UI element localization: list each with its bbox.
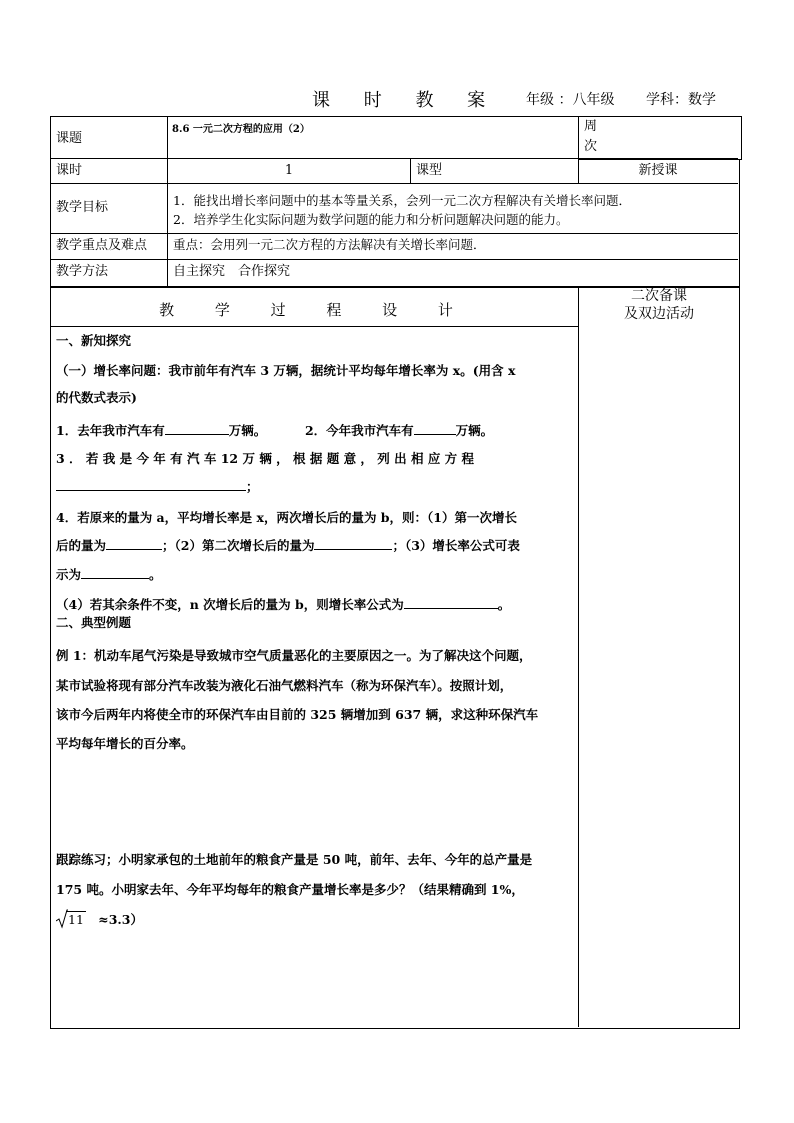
sqrt-sign-icon: [56, 909, 68, 929]
topic-label: 课题: [56, 131, 83, 146]
period-value: 1: [284, 163, 294, 178]
type-label: 课型: [416, 163, 443, 178]
topic-value: 8.6 一元二次方程的应用（2）: [172, 124, 310, 135]
period-label: 课时: [56, 163, 83, 178]
subject-label: 学科：数学: [646, 92, 716, 108]
q1-text: 1．去年我市汽车有: [56, 423, 165, 438]
week-char-1: 周: [584, 119, 598, 134]
example-1-line-2: 某市试验将现有部分汽车改装为液化石油气燃料汽车（称为环保汽车）。按照计划，: [56, 678, 513, 693]
q4-text-c: ；（3）增长率公式可表: [392, 538, 520, 553]
key-label: 教学重点及难点: [56, 238, 148, 253]
goal-2: 2．培养学生化实际问题为数学问题的能力和分析问题解决问题的能力。: [173, 212, 569, 227]
section-2-heading: 二、典型例题: [56, 615, 132, 630]
question-5: [56, 596, 574, 614]
side-column-title: [580, 287, 738, 323]
question-1-2: [56, 422, 574, 440]
sqrt-expression: [56, 911, 86, 929]
question-4-line-1: 4．若原来的量为 a，平均增长率是 x，两次增长后的量为 b，则：（1）第一次增长: [56, 510, 517, 525]
method-value: 自主探究 合作探究: [173, 264, 291, 279]
answer-blank[interactable]: [404, 596, 498, 609]
question-4-line-2: [56, 537, 574, 555]
key-value: 重点：会用列一元二次方程的方法解决有关增长率问题．: [173, 237, 486, 252]
answer-blank[interactable]: [81, 566, 149, 579]
type-value: 新授课: [638, 163, 678, 178]
question-intro-line-2: 的代数式表示): [56, 390, 137, 405]
q1-unit: 万辆。: [228, 423, 267, 438]
example-1-line-4: 平均每年增长的百分率。: [56, 736, 194, 751]
q2-unit: 万辆。: [455, 423, 494, 438]
sqrt-approx: ≈3.3）: [98, 912, 143, 927]
goal-label: 教学目标: [56, 200, 109, 215]
q4-text-d: 示为: [56, 567, 82, 582]
answer-blank[interactable]: [414, 422, 456, 435]
week-cell: [578, 116, 742, 160]
sqrt-radicand: 11: [68, 912, 84, 927]
page-title: 课 时 教 案: [312, 90, 500, 111]
q4-text-b: ；（2）第二次增长后的量为: [162, 538, 315, 553]
answer-blank[interactable]: [106, 537, 162, 550]
answer-blank[interactable]: [314, 537, 392, 550]
week-char-2: 次: [584, 139, 598, 154]
grade-label: 年级 ：八年级: [526, 92, 615, 108]
question-3-line-2: [56, 478, 574, 496]
q4-text-e: 。: [149, 567, 162, 582]
example-1-line-3: 该市今后两年内将使全市的环保汽车由目前的 325 辆增加到 637 辆，求这种环保汽车: [56, 707, 539, 722]
followup-line-3: [56, 911, 574, 929]
side-title-line-2: 及双边活动: [624, 306, 694, 322]
answer-blank[interactable]: [56, 478, 246, 491]
question-4-line-3: [56, 566, 574, 584]
q2-text: 2．今年我市汽车有: [304, 423, 414, 438]
process-title: 教 学 过 程 设 计: [159, 301, 471, 319]
example-1-line-1: 例 1：机动车尾气污染是导致城市空气质量恶化的主要原因之一。为了解决这个问题，: [56, 648, 532, 663]
q5-text: （4）若其余条件不变，n 次增长后的量为 b，则增长率公式为: [56, 597, 404, 612]
question-intro-line-1: （一）增长率问题：我市前年有汽车 3 万辆，据统计平均每年增长率为 x。(用含 x: [56, 363, 516, 378]
q4-text-a: 后的量为: [56, 538, 107, 553]
q5-end: 。: [497, 597, 511, 612]
question-3-line-1: 3 ． 若 我 是 今 年 有 汽 车 12 万 辆 ， 根 据 题 意 ， 列 出 相 应 方 程: [56, 451, 475, 466]
followup-line-2: 175 吨。小明家去年、今年平均每年的粮食产量增长率是多少？（结果精确到 1%，: [56, 882, 524, 897]
goal-1: 1．能找出增长率问题中的基本等量关系，会列一元二次方程解决有关增长率问题．: [173, 193, 631, 208]
method-label: 教学方法: [56, 264, 109, 279]
section-1-heading: 一、新知探究: [56, 333, 132, 348]
side-title-line-1: 二次备课: [631, 288, 687, 304]
followup-line-1: 跟踪练习；小明家承包的土地前年的粮食产量是 50 吨，前年、去年、今年的总产量是: [56, 852, 533, 867]
answer-blank[interactable]: [165, 422, 229, 435]
q3-end: ；: [246, 479, 259, 494]
